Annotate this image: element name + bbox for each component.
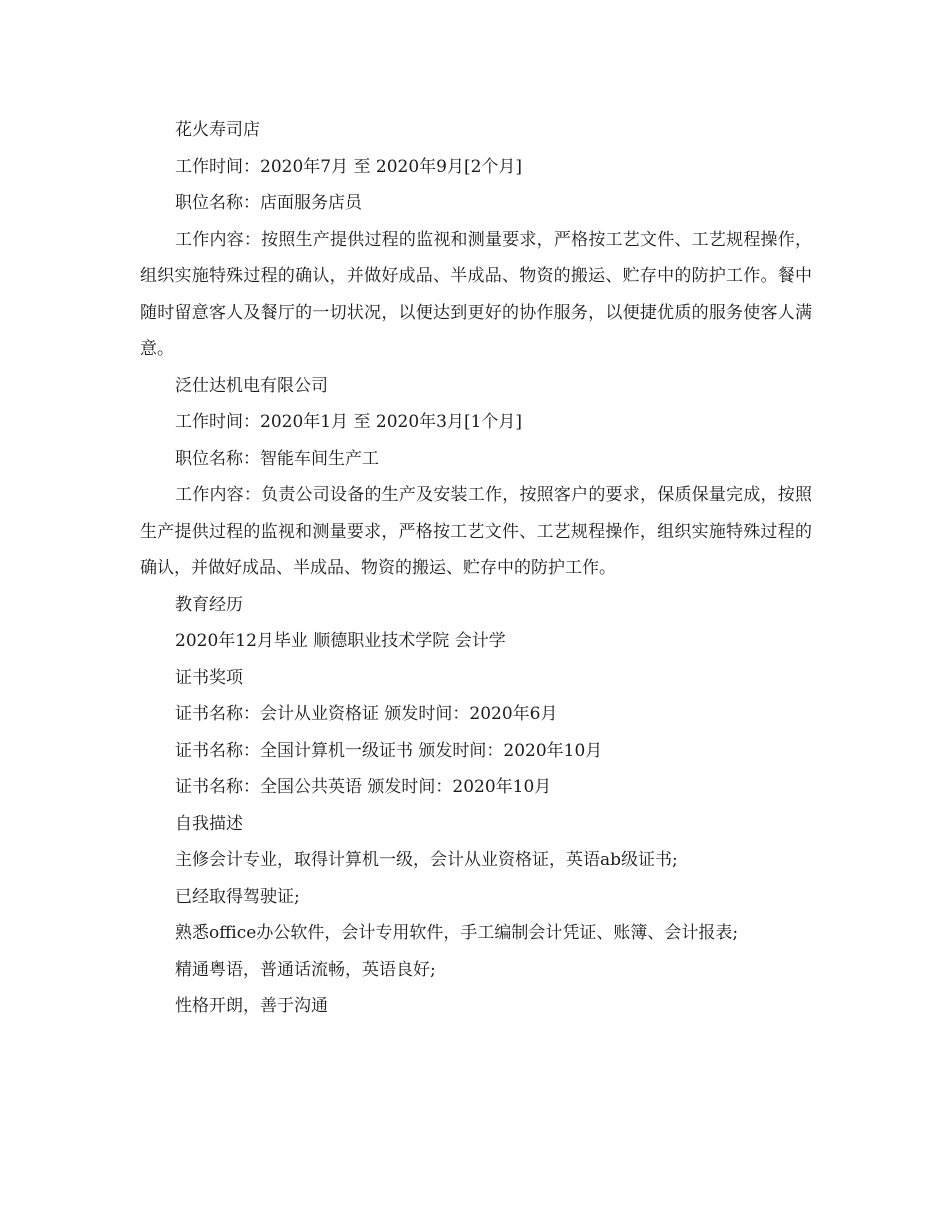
work-description: 工作内容：按照生产提供过程的监视和测量要求，严格按工艺文件、工艺规程操作，组织实施特殊过程的确认，并做好成品、半成品、物资的搬运、贮存中的防护工作。餐中随时留意客人及餐厅的一切状况，以便达到更好的协作服务，以便捷优质的服务使客人满意。 <box>140 229 812 359</box>
job-entry <box>140 368 812 587</box>
self-description-line: 已经取得驾驶证; <box>175 886 300 907</box>
company-name: 泛仕达机电有限公司 <box>175 375 328 396</box>
self-description-section <box>140 806 812 1025</box>
position-title: 职位名称：智能车间生产工 <box>175 448 379 469</box>
work-description: 工作内容：负责公司设备的生产及安装工作，按照客户的要求，保质保量完成，按照生产提供过程的监视和测量要求，严格按工艺文件、工艺规程操作，组织实施特殊过程的确认，并做好成品、半成品、物资的搬运、贮存中的防护工作。 <box>140 485 812 578</box>
resume-body <box>140 112 812 1025</box>
company-name: 花火寿司店 <box>175 120 260 140</box>
certificate-item: 证书名称：会计从业资格证 颁发时间：2020年6月 <box>175 704 558 724</box>
job-entry <box>140 112 812 368</box>
self-description-line: 精通粤语，普通话流畅，英语良好; <box>175 959 436 980</box>
education-section <box>140 587 812 660</box>
work-period: 工作时间：2020年1月 至 2020年3月[1个月] <box>175 412 523 432</box>
certificates-section <box>140 660 812 806</box>
section-heading-certificates: 证书奖项 <box>175 667 243 688</box>
work-period: 工作时间：2020年7月 至 2020年9月[2个月] <box>175 156 523 177</box>
self-description-line: 熟悉office办公软件，会计专用软件，手工编制会计凭证、账簿、会计报表; <box>175 923 739 943</box>
certificate-item: 证书名称：全国计算机一级证书 颁发时间：2020年10月 <box>175 740 603 761</box>
self-description-line: 主修会计专业，取得计算机一级，会计从业资格证，英语ab级证书; <box>175 850 678 870</box>
position-title: 职位名称：店面服务店员 <box>175 193 362 213</box>
self-description-line: 性格开朗，善于沟通 <box>175 996 328 1016</box>
certificate-item: 证书名称：全国公共英语 颁发时间：2020年10月 <box>175 777 552 797</box>
education-entry: 2020年12月毕业 顺德职业技术学院 会计学 <box>175 631 506 651</box>
section-heading-self-description: 自我描述 <box>175 813 243 834</box>
section-heading-education: 教育经历 <box>175 594 243 615</box>
